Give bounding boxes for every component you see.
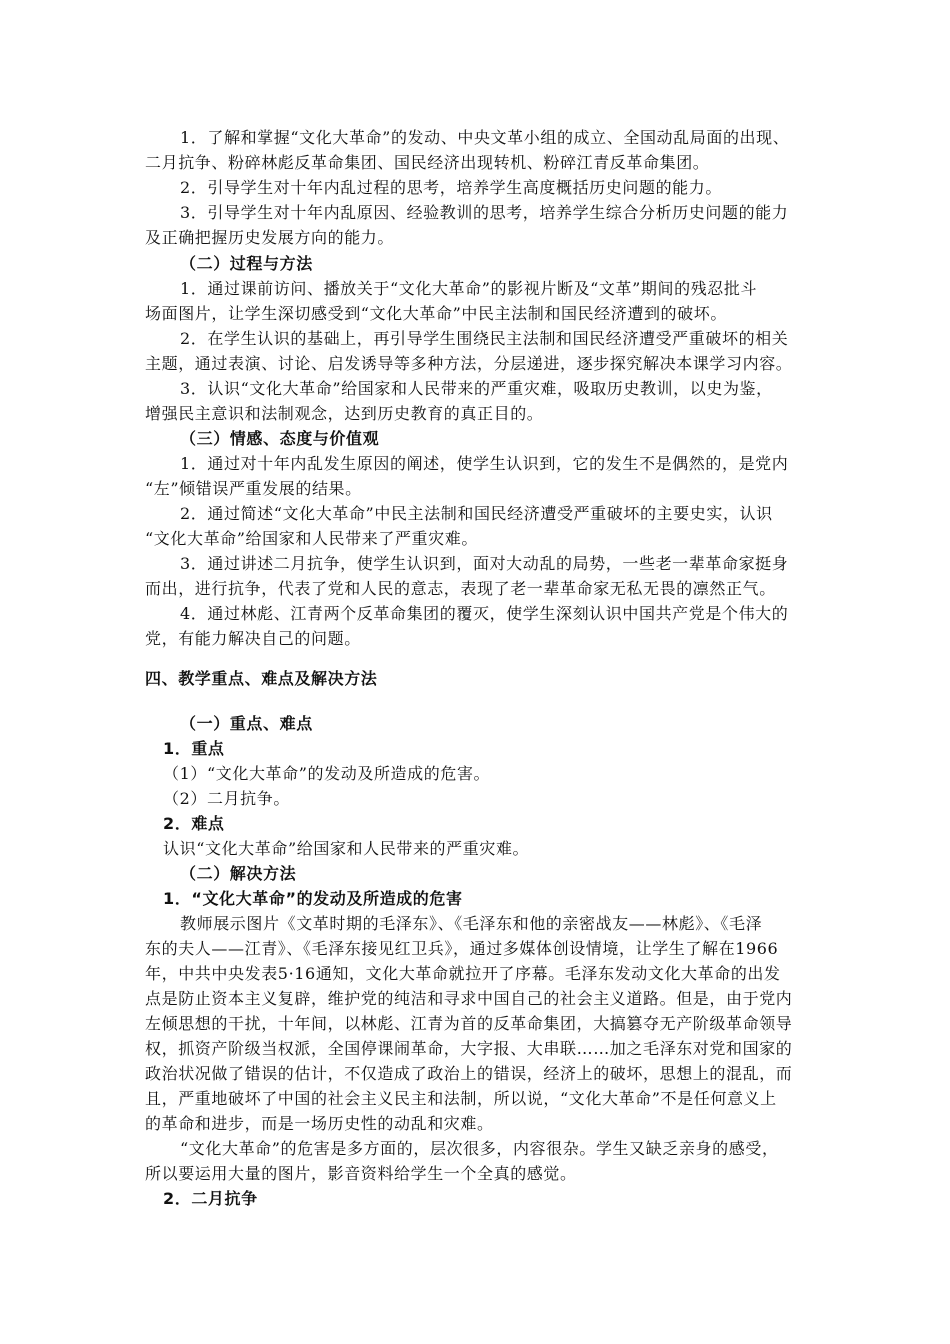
solution-1-para-2-line-1: “文化大革命”的危害是多方面的，层次很多，内容很杂。学生又缺乏亲身的感受， [180, 1139, 779, 1158]
solution-1-para-1-line-4: 点是防止资本主义复辟，维护党的纯洁和寻求中国自己的社会主义道路。但是，由于党内 [145, 989, 793, 1008]
values-3-line-2: 而出，进行抗争，代表了党和人民的意志，表现了老一辈革命家无私无畏的凛然正气。 [145, 579, 776, 598]
section-heading-solutions: （二）解决方法 [180, 864, 297, 883]
subheading-solution-2: 2．二月抗争 [163, 1189, 258, 1208]
objective-3-line-2: 及正确把握历史发展方向的能力。 [145, 228, 395, 247]
section-heading-key-difficult: （一）重点、难点 [180, 714, 313, 733]
difficult-point-1: 认识“文化大革命”给国家和人民带来的严重灾难。 [163, 839, 530, 858]
values-4-line-1: 4．通过林彪、江青两个反革命集团的覆灭，使学生深刻认识中国共产党是个伟大的 [180, 604, 789, 623]
key-point-2: （2）二月抗争。 [163, 789, 290, 808]
objective-2: 2．引导学生对十年内乱过程的思考，培养学生高度概括历史问题的能力。 [180, 178, 722, 197]
solution-1-para-1-line-5: 左倾思想的干扰，十年间，以林彪、江青为首的反革命集团，大搞篡夺无产阶级革命领导 [145, 1014, 793, 1033]
objective-1-line-1: 1．了解和掌握“文化大革命”的发动、中央文革小组的成立、全国动乱局面的出现、 [180, 128, 790, 147]
subheading-key-points: 1．重点 [163, 739, 225, 758]
process-2-line-2: 主题，通过表演、讨论、启发诱导等多种方法，分层递进，逐步探究解决本课学习内容。 [145, 354, 793, 373]
solution-1-para-1-line-6: 权，抓资产阶级当权派，全国停课闹革命，大字报、大串联……加之毛泽东对党和国家的 [145, 1039, 793, 1058]
key-point-1: （1）“文化大革命”的发动及所造成的危害。 [163, 764, 491, 783]
values-4-line-2: 党，有能力解决自己的问题。 [145, 629, 361, 648]
values-2-line-2: “文化大革命”给国家和人民带来了严重灾难。 [145, 529, 478, 548]
section-heading-values: （三）情感、态度与价值观 [180, 429, 380, 448]
process-3-line-1: 3．认识“文化大革命”给国家和人民带来的严重灾难，吸取历史教训，以史为鉴， [180, 379, 773, 398]
solution-1-para-1-line-3: 年，中共中央发表5·16通知，文化大革命就拉开了序幕。毛泽东发动文化大革命的出发 [145, 964, 781, 983]
solution-1-para-1-line-7: 政治状况做了错误的估计，不仅造成了政治上的错误，经济上的破坏，思想上的混乱，而 [145, 1064, 793, 1083]
subheading-solution-1: 1．“文化大革命”的发动及所造成的危害 [163, 889, 463, 908]
chapter-heading-key-points: 四、教学重点、难点及解决方法 [145, 669, 378, 688]
process-1-line-1: 1．通过课前访问、播放关于“文化大革命”的影视片断及“文革”期间的残忍批斗 [180, 279, 758, 298]
values-1-line-1: 1．通过对十年内乱发生原因的阐述，使学生认识到，它的发生不是偶然的，是党内 [180, 454, 789, 473]
values-2-line-1: 2．通过简述“文化大革命”中民主法制和国民经济遭受严重破坏的主要史实，认识 [180, 504, 773, 523]
solution-1-para-2-line-2: 所以要运用大量的图片，影音资料给学生一个全真的感觉。 [145, 1164, 577, 1183]
section-heading-process-methods: （二）过程与方法 [180, 254, 313, 273]
process-1-line-2: 场面图片，让学生深切感受到“文化大革命”中民主法制和国民经济遭到的破坏。 [145, 304, 727, 323]
objective-1-line-2: 二月抗争、粉碎林彪反革命集团、国民经济出现转机、粉碎江青反革命集团。 [145, 153, 710, 172]
solution-1-para-1-line-2: 东的夫人——江青》、《毛泽东接见红卫兵》，通过多媒体创设情境，让学生了解在1966 [145, 939, 779, 958]
solution-1-para-1-line-1: 教师展示图片《文革时期的毛泽东》、《毛泽东和他的亲密战友——林彪》、《毛泽 [180, 914, 763, 933]
values-1-line-2: “左”倾错误严重发展的结果。 [145, 479, 362, 498]
process-2-line-1: 2．在学生认识的基础上，再引导学生围绕民主法制和国民经济遭受严重破坏的相关 [180, 329, 789, 348]
process-3-line-2: 增强民主意识和法制观念，达到历史教育的真正目的。 [145, 404, 544, 423]
solution-1-para-1-line-8: 且，严重地破坏了中国的社会主义民主和法制，所以说，“文化大革命”不是任何意义上 [145, 1089, 777, 1108]
subheading-difficult-points: 2．难点 [163, 814, 225, 833]
objective-3-line-1: 3．引导学生对十年内乱原因、经验教训的思考，培养学生综合分析历史问题的能力 [180, 203, 789, 222]
values-3-line-1: 3．通过讲述二月抗争，使学生认识到，面对大动乱的局势，一些老一辈革命家挺身 [180, 554, 789, 573]
solution-1-para-1-line-9: 的革命和进步，而是一场历史性的动乱和灾难。 [145, 1114, 494, 1133]
